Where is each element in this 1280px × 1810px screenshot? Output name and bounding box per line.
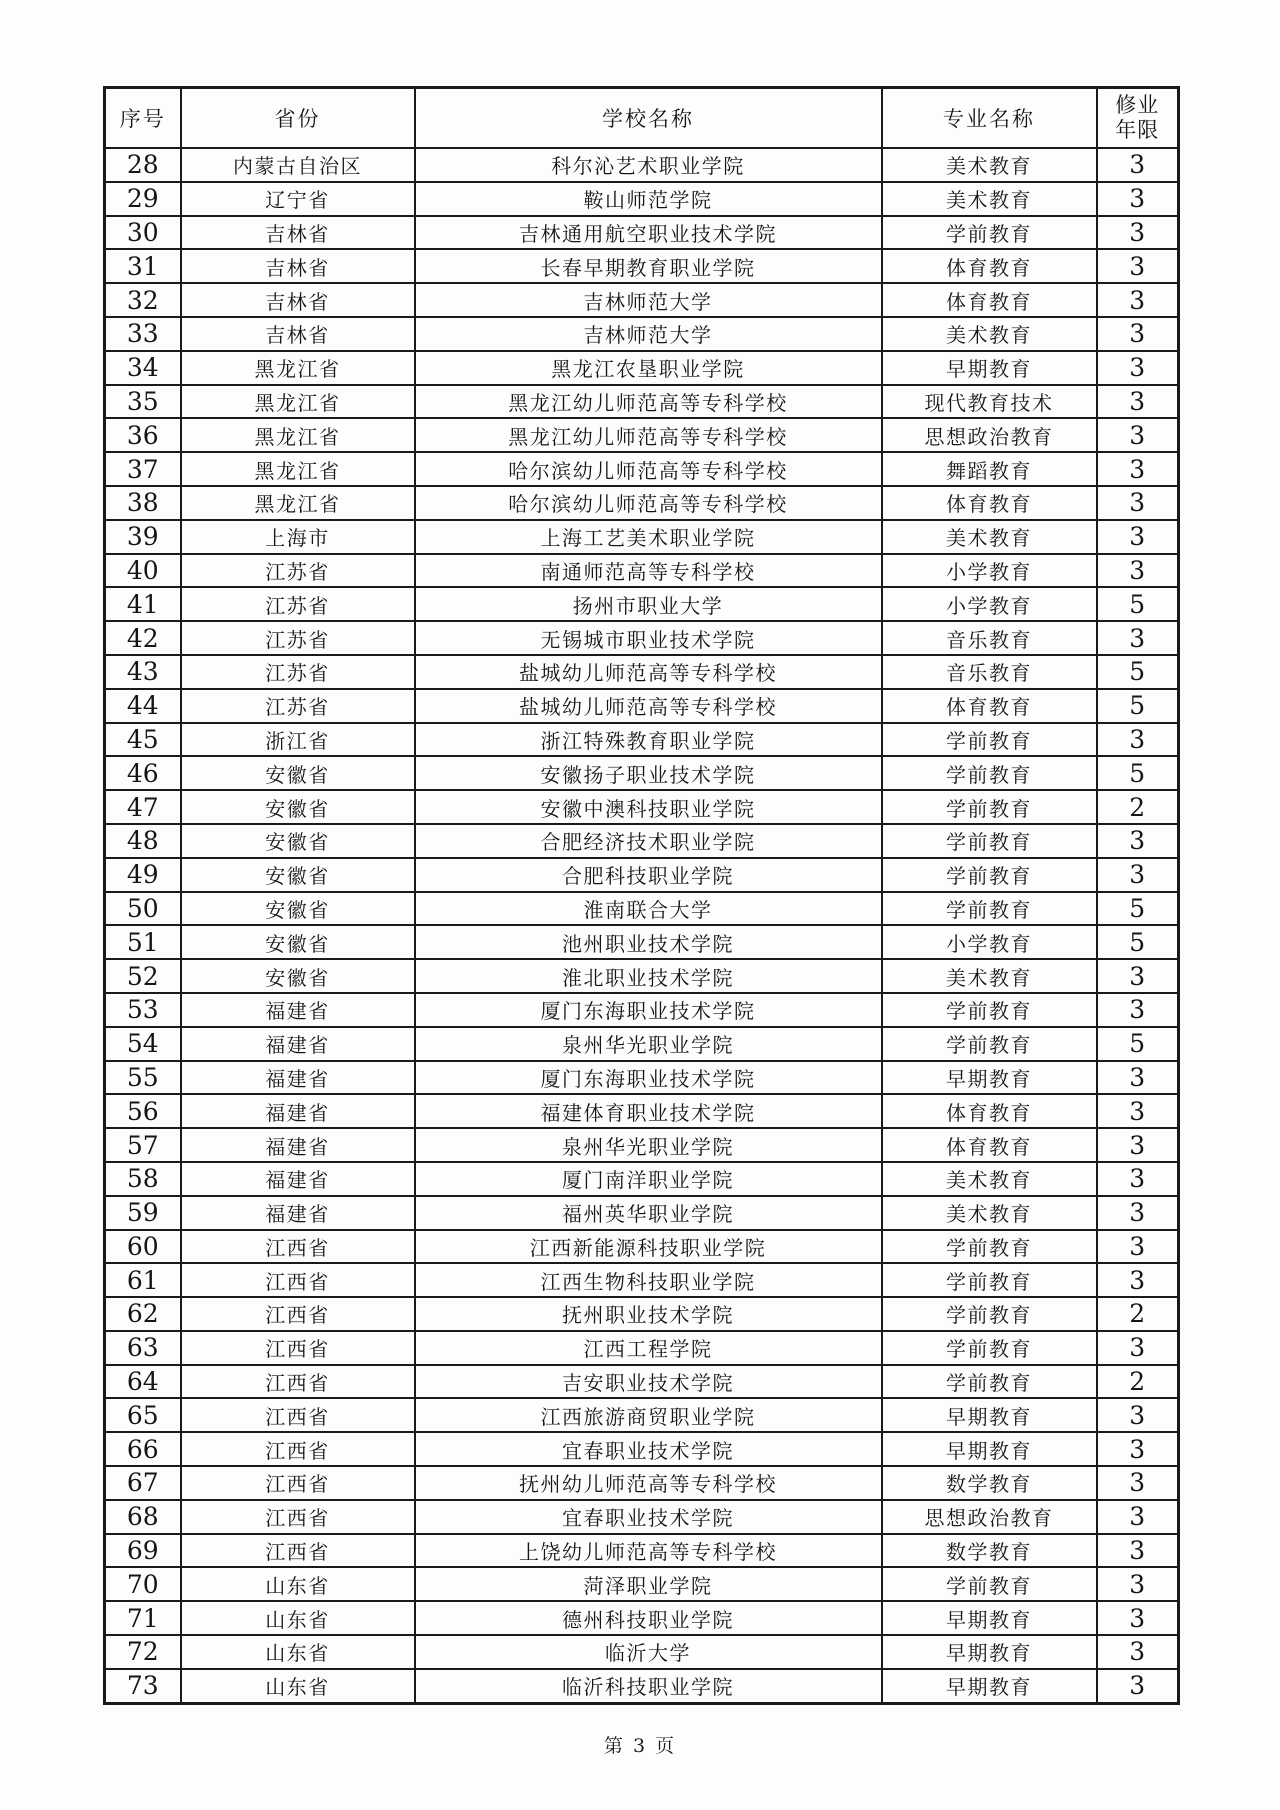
major-cell: 早期教育: [882, 1432, 1097, 1466]
table-row: [105, 790, 1179, 824]
province-cell: 安徽省: [181, 959, 415, 993]
years-cell: 3: [1097, 1263, 1179, 1297]
years-cell: 3: [1097, 1601, 1179, 1635]
major-cell: 体育教育: [882, 249, 1097, 283]
serial-cell: 43: [105, 655, 181, 689]
school-cell: 菏泽职业学院: [415, 1567, 882, 1601]
major-cell: 学前教育: [882, 1567, 1097, 1601]
years-cell: 5: [1097, 756, 1179, 790]
table-row: [105, 1500, 1179, 1534]
years-cell: 3: [1097, 1398, 1179, 1432]
province-cell: 江西省: [181, 1297, 415, 1331]
province-cell: 上海市: [181, 520, 415, 554]
major-cell: 思想政治教育: [882, 1500, 1097, 1534]
table-row: [105, 1027, 1179, 1061]
school-cell: 江西旅游商贸职业学院: [415, 1398, 882, 1432]
major-cell: 学前教育: [882, 892, 1097, 926]
school-cell: 淮北职业技术学院: [415, 959, 882, 993]
serial-cell: 50: [105, 892, 181, 926]
province-cell: 江西省: [181, 1398, 415, 1432]
school-cell: 盐城幼儿师范高等专科学校: [415, 689, 882, 723]
serial-cell: 31: [105, 249, 181, 283]
table-row: [105, 452, 1179, 486]
years-cell: 3: [1097, 385, 1179, 419]
major-cell: 美术教育: [882, 148, 1097, 182]
school-cell: 安徽扬子职业技术学院: [415, 756, 882, 790]
school-cell: 上饶幼儿师范高等专科学校: [415, 1534, 882, 1568]
province-cell: 江苏省: [181, 655, 415, 689]
table-row: [105, 1263, 1179, 1297]
years-cell: 5: [1097, 892, 1179, 926]
table-body: [105, 148, 1179, 1703]
school-cell: 江西工程学院: [415, 1331, 882, 1365]
school-cell: 淮南联合大学: [415, 892, 882, 926]
table-row: [105, 1466, 1179, 1500]
school-cell: 鞍山师范学院: [415, 182, 882, 216]
major-cell: 早期教育: [882, 1669, 1097, 1703]
serial-cell: 62: [105, 1297, 181, 1331]
province-cell: 江西省: [181, 1500, 415, 1534]
table-row: [105, 216, 1179, 250]
school-cell: 黑龙江农垦职业学院: [415, 351, 882, 385]
school-cell: 江西新能源科技职业学院: [415, 1230, 882, 1264]
table-row: [105, 993, 1179, 1027]
school-cell: 扬州市职业大学: [415, 587, 882, 621]
serial-cell: 61: [105, 1263, 181, 1297]
years-cell: 3: [1097, 1567, 1179, 1601]
table-row: [105, 925, 1179, 959]
major-cell: 早期教育: [882, 1398, 1097, 1432]
years-cell: 3: [1097, 1635, 1179, 1669]
table-row: [105, 1567, 1179, 1601]
table-row: [105, 1297, 1179, 1331]
school-cell: 临沂科技职业学院: [415, 1669, 882, 1703]
school-cell: 哈尔滨幼儿师范高等专科学校: [415, 452, 882, 486]
years-cell: 3: [1097, 182, 1179, 216]
years-cell: 3: [1097, 554, 1179, 588]
province-cell: 福建省: [181, 1196, 415, 1230]
major-cell: 数学教育: [882, 1534, 1097, 1568]
province-cell: 江苏省: [181, 554, 415, 588]
major-cell: 学前教育: [882, 1263, 1097, 1297]
province-cell: 内蒙古自治区: [181, 148, 415, 182]
years-cell: 5: [1097, 689, 1179, 723]
major-cell: 早期教育: [882, 1635, 1097, 1669]
serial-cell: 48: [105, 824, 181, 858]
major-cell: 小学教育: [882, 925, 1097, 959]
table-row: [105, 1331, 1179, 1365]
school-cell: 德州科技职业学院: [415, 1601, 882, 1635]
school-cell: 江西生物科技职业学院: [415, 1263, 882, 1297]
major-cell: 学前教育: [882, 1331, 1097, 1365]
province-cell: 江西省: [181, 1466, 415, 1500]
serial-cell: 71: [105, 1601, 181, 1635]
province-cell: 福建省: [181, 1061, 415, 1095]
province-cell: 安徽省: [181, 858, 415, 892]
serial-cell: 68: [105, 1500, 181, 1534]
school-cell: 福州英华职业学院: [415, 1196, 882, 1230]
header-row: [105, 88, 1179, 149]
major-cell: 学前教育: [882, 1365, 1097, 1399]
table-row: [105, 1128, 1179, 1162]
province-cell: 黑龙江省: [181, 418, 415, 452]
school-cell: 黑龙江幼儿师范高等专科学校: [415, 418, 882, 452]
table-row: [105, 1398, 1179, 1432]
header-school-name: 学校名称: [415, 88, 882, 149]
serial-cell: 30: [105, 216, 181, 250]
table-header: [105, 88, 1179, 149]
serial-cell: 42: [105, 621, 181, 655]
province-cell: 吉林省: [181, 317, 415, 351]
major-cell: 学前教育: [882, 1027, 1097, 1061]
years-cell: 3: [1097, 1432, 1179, 1466]
major-cell: 学前教育: [882, 824, 1097, 858]
serial-cell: 53: [105, 993, 181, 1027]
serial-cell: 55: [105, 1061, 181, 1095]
major-cell: 体育教育: [882, 689, 1097, 723]
province-cell: 浙江省: [181, 723, 415, 757]
school-cell: 上海工艺美术职业学院: [415, 520, 882, 554]
serial-cell: 44: [105, 689, 181, 723]
years-cell: 5: [1097, 925, 1179, 959]
major-cell: 早期教育: [882, 1061, 1097, 1095]
serial-cell: 46: [105, 756, 181, 790]
province-cell: 安徽省: [181, 824, 415, 858]
years-cell: 3: [1097, 1094, 1179, 1128]
header-serial-number: 序号: [105, 88, 181, 149]
major-cell: 美术教育: [882, 959, 1097, 993]
school-cell: 黑龙江幼儿师范高等专科学校: [415, 385, 882, 419]
province-cell: 安徽省: [181, 892, 415, 926]
major-cell: 小学教育: [882, 554, 1097, 588]
header-study-years-line1: 修业: [1115, 93, 1160, 118]
years-cell: 3: [1097, 959, 1179, 993]
school-cell: 长春早期教育职业学院: [415, 249, 882, 283]
table-row: [105, 1635, 1179, 1669]
province-cell: 安徽省: [181, 790, 415, 824]
table-row: [105, 283, 1179, 317]
school-cell: 抚州幼儿师范高等专科学校: [415, 1466, 882, 1500]
table-row: [105, 182, 1179, 216]
years-cell: 3: [1097, 1500, 1179, 1534]
years-cell: 3: [1097, 351, 1179, 385]
header-major-name: 专业名称: [882, 88, 1097, 149]
table-row: [105, 385, 1179, 419]
province-cell: 山东省: [181, 1601, 415, 1635]
serial-cell: 64: [105, 1365, 181, 1399]
major-cell: 学前教育: [882, 1230, 1097, 1264]
table-row: [105, 858, 1179, 892]
years-cell: 3: [1097, 148, 1179, 182]
school-cell: 合肥经济技术职业学院: [415, 824, 882, 858]
major-cell: 学前教育: [882, 858, 1097, 892]
serial-cell: 60: [105, 1230, 181, 1264]
table-row: [105, 486, 1179, 520]
page-footer: 第 3 页: [603, 1735, 677, 1757]
serial-cell: 38: [105, 486, 181, 520]
table-row: [105, 587, 1179, 621]
years-cell: 2: [1097, 1297, 1179, 1331]
province-cell: 江西省: [181, 1331, 415, 1365]
serial-cell: 54: [105, 1027, 181, 1061]
school-cell: 厦门东海职业技术学院: [415, 1061, 882, 1095]
years-cell: 3: [1097, 216, 1179, 250]
serial-cell: 39: [105, 520, 181, 554]
serial-cell: 69: [105, 1534, 181, 1568]
major-cell: 美术教育: [882, 1196, 1097, 1230]
table-row: [105, 689, 1179, 723]
years-cell: 3: [1097, 249, 1179, 283]
table-row: [105, 1601, 1179, 1635]
school-cell: 福建体育职业技术学院: [415, 1094, 882, 1128]
years-cell: 3: [1097, 317, 1179, 351]
serial-cell: 58: [105, 1162, 181, 1196]
school-cell: 宜春职业技术学院: [415, 1500, 882, 1534]
serial-cell: 65: [105, 1398, 181, 1432]
table-row: [105, 554, 1179, 588]
table-row: [105, 1432, 1179, 1466]
major-cell: 学前教育: [882, 216, 1097, 250]
admission-majors-table: [103, 86, 1180, 1705]
school-cell: 浙江特殊教育职业学院: [415, 723, 882, 757]
major-cell: 早期教育: [882, 1601, 1097, 1635]
major-cell: 体育教育: [882, 1094, 1097, 1128]
province-cell: 辽宁省: [181, 182, 415, 216]
province-cell: 吉林省: [181, 216, 415, 250]
school-cell: 南通师范高等专科学校: [415, 554, 882, 588]
major-cell: 思想政治教育: [882, 418, 1097, 452]
school-cell: 盐城幼儿师范高等专科学校: [415, 655, 882, 689]
years-cell: 3: [1097, 723, 1179, 757]
years-cell: 2: [1097, 790, 1179, 824]
major-cell: 美术教育: [882, 317, 1097, 351]
serial-cell: 34: [105, 351, 181, 385]
serial-cell: 52: [105, 959, 181, 993]
major-cell: 音乐教育: [882, 621, 1097, 655]
table-row: [105, 1196, 1179, 1230]
major-cell: 美术教育: [882, 182, 1097, 216]
province-cell: 江西省: [181, 1365, 415, 1399]
major-cell: 美术教育: [882, 1162, 1097, 1196]
serial-cell: 49: [105, 858, 181, 892]
school-cell: 抚州职业技术学院: [415, 1297, 882, 1331]
years-cell: 3: [1097, 1061, 1179, 1095]
table-row: [105, 621, 1179, 655]
years-cell: 5: [1097, 1027, 1179, 1061]
school-cell: 厦门东海职业技术学院: [415, 993, 882, 1027]
major-cell: 体育教育: [882, 1128, 1097, 1162]
school-cell: 吉林师范大学: [415, 317, 882, 351]
years-cell: 3: [1097, 418, 1179, 452]
major-cell: 体育教育: [882, 486, 1097, 520]
province-cell: 山东省: [181, 1669, 415, 1703]
serial-cell: 56: [105, 1094, 181, 1128]
serial-cell: 41: [105, 587, 181, 621]
table-row: [105, 351, 1179, 385]
school-cell: 无锡城市职业技术学院: [415, 621, 882, 655]
serial-cell: 63: [105, 1331, 181, 1365]
province-cell: 吉林省: [181, 249, 415, 283]
table-row: [105, 148, 1179, 182]
serial-cell: 33: [105, 317, 181, 351]
school-cell: 泉州华光职业学院: [415, 1027, 882, 1061]
years-cell: 3: [1097, 1466, 1179, 1500]
table-row: [105, 1365, 1179, 1399]
province-cell: 江西省: [181, 1263, 415, 1297]
school-cell: 泉州华光职业学院: [415, 1128, 882, 1162]
serial-cell: 66: [105, 1432, 181, 1466]
table-row: [105, 1534, 1179, 1568]
table-row: [105, 1094, 1179, 1128]
table-row: [105, 756, 1179, 790]
serial-cell: 40: [105, 554, 181, 588]
table-row: [105, 418, 1179, 452]
school-cell: 吉林师范大学: [415, 283, 882, 317]
serial-cell: 45: [105, 723, 181, 757]
years-cell: 3: [1097, 1669, 1179, 1703]
table-row: [105, 317, 1179, 351]
school-cell: 合肥科技职业学院: [415, 858, 882, 892]
table-row: [105, 1162, 1179, 1196]
province-cell: 山东省: [181, 1635, 415, 1669]
major-cell: 学前教育: [882, 993, 1097, 1027]
years-cell: 2: [1097, 1365, 1179, 1399]
serial-cell: 67: [105, 1466, 181, 1500]
major-cell: 学前教育: [882, 723, 1097, 757]
serial-cell: 37: [105, 452, 181, 486]
major-cell: 现代教育技术: [882, 385, 1097, 419]
school-cell: 安徽中澳科技职业学院: [415, 790, 882, 824]
serial-cell: 35: [105, 385, 181, 419]
province-cell: 安徽省: [181, 925, 415, 959]
serial-cell: 47: [105, 790, 181, 824]
province-cell: 福建省: [181, 1094, 415, 1128]
table-row: [105, 959, 1179, 993]
province-cell: 安徽省: [181, 756, 415, 790]
major-cell: 美术教育: [882, 520, 1097, 554]
province-cell: 吉林省: [181, 283, 415, 317]
table-row: [105, 249, 1179, 283]
table-row: [105, 1230, 1179, 1264]
major-cell: 数学教育: [882, 1466, 1097, 1500]
major-cell: 小学教育: [882, 587, 1097, 621]
header-study-years: [1097, 88, 1179, 149]
table-row: [105, 1669, 1179, 1703]
major-cell: 学前教育: [882, 1297, 1097, 1331]
serial-cell: 51: [105, 925, 181, 959]
province-cell: 福建省: [181, 1128, 415, 1162]
years-cell: 3: [1097, 1230, 1179, 1264]
school-cell: 吉安职业技术学院: [415, 1365, 882, 1399]
table-row: [105, 520, 1179, 554]
province-cell: 江苏省: [181, 621, 415, 655]
serial-cell: 36: [105, 418, 181, 452]
province-cell: 江西省: [181, 1230, 415, 1264]
years-cell: 3: [1097, 1331, 1179, 1365]
years-cell: 3: [1097, 520, 1179, 554]
serial-cell: 32: [105, 283, 181, 317]
serial-cell: 59: [105, 1196, 181, 1230]
school-cell: 厦门南洋职业学院: [415, 1162, 882, 1196]
years-cell: 3: [1097, 1534, 1179, 1568]
major-cell: 音乐教育: [882, 655, 1097, 689]
years-cell: 3: [1097, 858, 1179, 892]
serial-cell: 29: [105, 182, 181, 216]
major-cell: 学前教育: [882, 756, 1097, 790]
province-cell: 江西省: [181, 1432, 415, 1466]
table-row: [105, 655, 1179, 689]
major-cell: 早期教育: [882, 351, 1097, 385]
years-cell: 5: [1097, 587, 1179, 621]
years-cell: 5: [1097, 655, 1179, 689]
province-cell: 福建省: [181, 993, 415, 1027]
province-cell: 江苏省: [181, 587, 415, 621]
serial-cell: 57: [105, 1128, 181, 1162]
table-row: [105, 1061, 1179, 1095]
province-cell: 黑龙江省: [181, 351, 415, 385]
school-cell: 哈尔滨幼儿师范高等专科学校: [415, 486, 882, 520]
years-cell: 3: [1097, 1196, 1179, 1230]
major-cell: 学前教育: [882, 790, 1097, 824]
major-cell: 舞蹈教育: [882, 452, 1097, 486]
years-cell: 3: [1097, 486, 1179, 520]
school-cell: 吉林通用航空职业技术学院: [415, 216, 882, 250]
serial-cell: 28: [105, 148, 181, 182]
years-cell: 3: [1097, 1162, 1179, 1196]
school-cell: 池州职业技术学院: [415, 925, 882, 959]
province-cell: 福建省: [181, 1162, 415, 1196]
province-cell: 福建省: [181, 1027, 415, 1061]
province-cell: 黑龙江省: [181, 452, 415, 486]
serial-cell: 72: [105, 1635, 181, 1669]
years-cell: 3: [1097, 824, 1179, 858]
province-cell: 江西省: [181, 1534, 415, 1568]
serial-cell: 70: [105, 1567, 181, 1601]
years-cell: 3: [1097, 621, 1179, 655]
school-cell: 科尔沁艺术职业学院: [415, 148, 882, 182]
table-row: [105, 892, 1179, 926]
province-cell: 黑龙江省: [181, 385, 415, 419]
table-row: [105, 824, 1179, 858]
years-cell: 3: [1097, 993, 1179, 1027]
table-row: [105, 723, 1179, 757]
years-cell: 3: [1097, 283, 1179, 317]
years-cell: 3: [1097, 1128, 1179, 1162]
province-cell: 山东省: [181, 1567, 415, 1601]
school-cell: 临沂大学: [415, 1635, 882, 1669]
years-cell: 3: [1097, 452, 1179, 486]
province-cell: 江苏省: [181, 689, 415, 723]
major-cell: 体育教育: [882, 283, 1097, 317]
header-study-years-line2: 年限: [1115, 118, 1160, 142]
serial-cell: 73: [105, 1669, 181, 1703]
school-cell: 宜春职业技术学院: [415, 1432, 882, 1466]
header-province: 省份: [181, 88, 415, 149]
province-cell: 黑龙江省: [181, 486, 415, 520]
